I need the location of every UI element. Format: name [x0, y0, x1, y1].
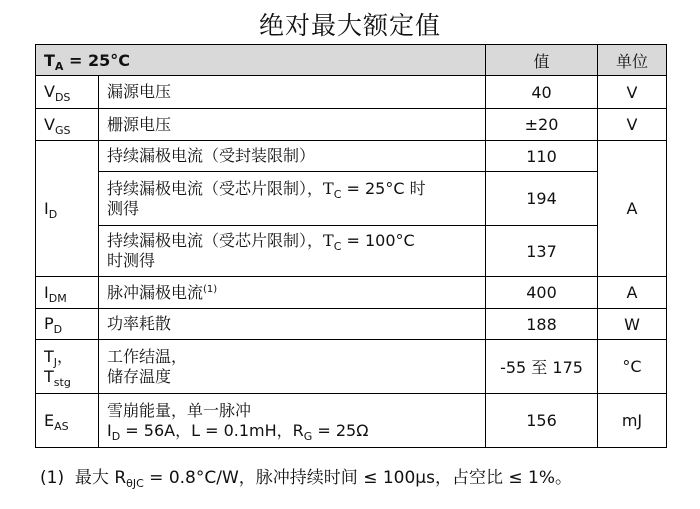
table-row-idm	[36, 277, 667, 309]
footnote-ref: (1)	[203, 283, 218, 295]
unit-cell: W	[598, 309, 667, 340]
value-cell: 137	[486, 226, 598, 277]
description-cell: 功率耗散	[99, 309, 486, 340]
symbol-cell: $I_{DM}$	[36, 277, 99, 309]
unit-cell: V	[598, 76, 667, 109]
table-row-eas	[36, 394, 667, 448]
symbol-cell: $E_{AS}$	[36, 394, 99, 448]
value-cell: ±20	[486, 109, 598, 141]
description-cell: 栅源电压	[99, 109, 486, 141]
value-cell: 110	[486, 141, 598, 172]
value-cell: 156	[486, 394, 598, 448]
table-row-vds	[36, 76, 667, 109]
description-cell: 漏源电压	[99, 76, 486, 109]
value-cell: -55 至 175	[486, 340, 598, 394]
description-cell: 工作结温， 储存温度	[99, 340, 486, 394]
table-row-id-25c	[36, 172, 667, 226]
page-title: 绝对最大额定值	[258, 11, 441, 40]
value-cell: 40	[486, 76, 598, 109]
unit-cell: A	[598, 141, 667, 277]
symbol-cell: $I_D$	[36, 141, 99, 277]
unit-cell: A	[598, 277, 667, 309]
symbol-cell: $V_{GS}$	[36, 109, 99, 141]
symbol-cell: $P_D$	[36, 309, 99, 340]
symbol-cell: $T_J$， $T_{stg}$	[36, 340, 99, 394]
description-cell: 持续漏极电流（受芯片限制），$T_C = 100^\circ C$ 时测得	[99, 226, 486, 277]
value-cell: 188	[486, 309, 598, 340]
unit-cell: V	[598, 109, 667, 141]
symbol-cell: $V_{DS}$	[36, 76, 99, 109]
value-cell: 194	[486, 172, 598, 226]
table-row-tj-tstg	[36, 340, 667, 394]
table-row-vgs	[36, 109, 667, 141]
table-row-pd	[36, 309, 667, 340]
value-cell: 400	[486, 277, 598, 309]
description-cell: 持续漏极电流（受芯片限制），$T_C = 25^\circ C$ 时 测得	[99, 172, 486, 226]
table-row-id-100c	[36, 226, 667, 277]
description-cell: 雪崩能量，单一脉冲 $I_D = 56A$，L = 0.1mH，$R_G = 25\Omega$	[99, 394, 486, 448]
table-header-row	[36, 45, 667, 76]
value-header: 值	[486, 45, 598, 76]
unit-cell: mJ	[598, 394, 667, 448]
unit-header: 单位	[598, 45, 667, 76]
unit-cell: °C	[598, 340, 667, 394]
footnote: (1) 最大 $R_{\theta JC} = 0.8^\circ C/W$，脉冲持续时间 ≤ 100μs，占空比 ≤ 1%。	[40, 468, 572, 490]
description-cell: 脉冲漏极电流$^{(1)}$	[99, 277, 486, 309]
table-row-id-package	[36, 141, 667, 172]
absolute-maximum-ratings-table	[35, 44, 667, 448]
condition-header: $T_A = 25^\circ C$	[36, 45, 486, 76]
description-cell: 持续漏极电流（受封装限制）	[99, 141, 486, 172]
